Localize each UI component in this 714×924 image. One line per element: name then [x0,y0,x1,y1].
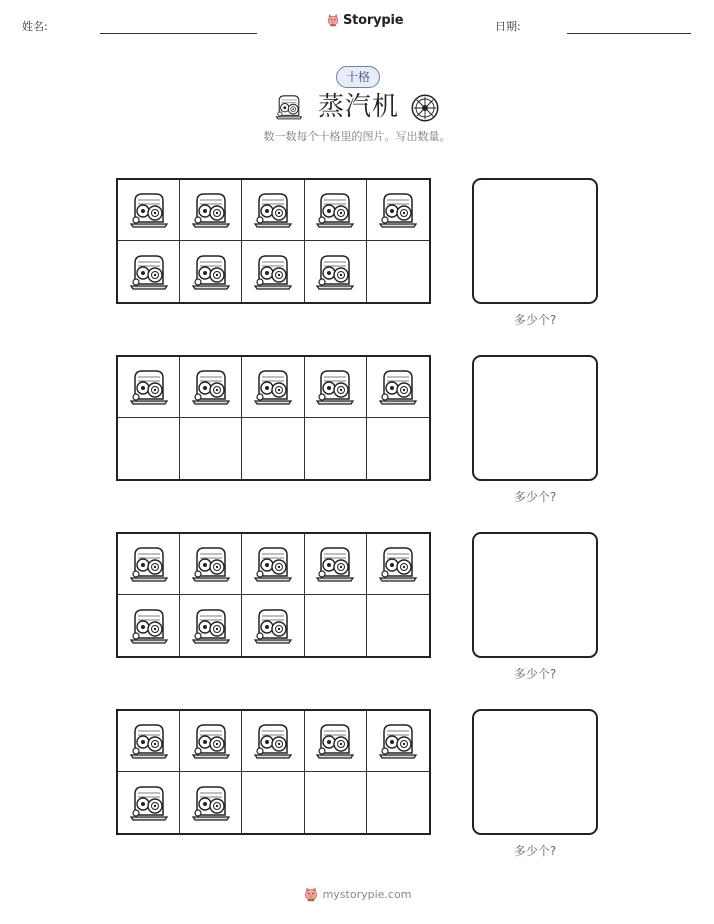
frame-cell [367,418,429,479]
steam-engine-icon [253,190,293,230]
frame-cell [118,241,180,302]
answer-box-4[interactable] [472,709,598,835]
steam-engine-icon [129,721,169,761]
frame-cell [118,418,180,479]
frame-cell [242,180,304,241]
ten-frame-4 [116,709,431,835]
frame-cell [180,711,242,772]
frame-cell [242,772,304,833]
frame-cell [180,241,242,302]
steam-engine-icon [378,367,418,407]
steam-engine-icon [253,544,293,584]
steam-engine-icon [129,252,169,292]
steam-engine-icon [315,544,355,584]
frame-cell [305,180,367,241]
frame-cell [118,534,180,595]
frame-cell [367,357,429,418]
answer-box-2[interactable] [472,355,598,481]
steam-engine-icon [191,721,231,761]
prompt-1: 多少个? [513,313,557,327]
frame-cell [305,711,367,772]
frame-cell [305,241,367,302]
prompt-2: 多少个? [513,490,557,504]
ten-frame-2 [116,355,431,481]
frame-cell [367,711,429,772]
brand-logo [326,12,403,28]
frame-cell [118,711,180,772]
pig-mascot-icon [303,885,319,903]
date-line[interactable] [567,33,691,34]
steam-engine-icon [253,721,293,761]
steam-engine-icon [129,367,169,407]
pig-mascot-icon [326,12,340,28]
frame-cell [242,534,304,595]
frame-cell [367,595,429,656]
steam-engine-icon [274,93,304,121]
prompt-4: 多少个? [513,844,557,858]
steam-engine-icon [253,367,293,407]
footer [0,885,714,903]
frame-cell [305,534,367,595]
steam-engine-icon [315,252,355,292]
frame-cell [180,534,242,595]
steam-engine-icon [129,190,169,230]
steam-engine-icon [191,783,231,823]
date-label: 日期: [495,20,521,33]
steam-engine-icon [191,252,231,292]
steam-engine-icon [129,783,169,823]
tag-badge: 十格 [336,66,380,88]
frame-cell [305,772,367,833]
steam-engine-icon [315,367,355,407]
frame-cell [242,711,304,772]
steam-engine-icon [129,606,169,646]
frame-cell [305,418,367,479]
steam-engine-icon [378,721,418,761]
frame-cell [180,772,242,833]
frame-cell [118,595,180,656]
frame-cell [305,595,367,656]
brand-name: Storypie [343,12,404,28]
frame-cell [367,534,429,595]
footer-url: mystorypie.com [322,887,412,901]
prompt-3: 多少个? [513,667,557,681]
wheel-icon [410,93,440,123]
frame-cell [305,357,367,418]
steam-engine-icon [129,544,169,584]
ten-frame-1 [116,178,431,304]
frame-cell [180,180,242,241]
steam-engine-icon [191,544,231,584]
steam-engine-icon [191,606,231,646]
frame-cell [180,418,242,479]
ten-frame-3 [116,532,431,658]
steam-engine-icon [253,606,293,646]
frame-cell [367,180,429,241]
steam-engine-icon [315,721,355,761]
frame-cell [242,241,304,302]
name-label: 姓名: [22,20,48,33]
steam-engine-icon [191,190,231,230]
frame-cell [118,357,180,418]
answer-box-1[interactable] [472,178,598,304]
frame-cell [242,418,304,479]
frame-cell [367,772,429,833]
page-title: 蒸汽机 [318,92,400,122]
frame-cell [180,595,242,656]
answer-box-3[interactable] [472,532,598,658]
frame-cell [367,241,429,302]
frame-cell [118,772,180,833]
steam-engine-icon [191,367,231,407]
steam-engine-icon [253,252,293,292]
steam-engine-icon [378,544,418,584]
name-line[interactable] [100,33,257,34]
frame-cell [118,180,180,241]
frame-cell [242,595,304,656]
frame-cell [180,357,242,418]
frame-cell [242,357,304,418]
steam-engine-icon [378,190,418,230]
steam-engine-icon [315,190,355,230]
instructions: 数一数每个十格里的图片。写出数量。 [263,130,451,143]
